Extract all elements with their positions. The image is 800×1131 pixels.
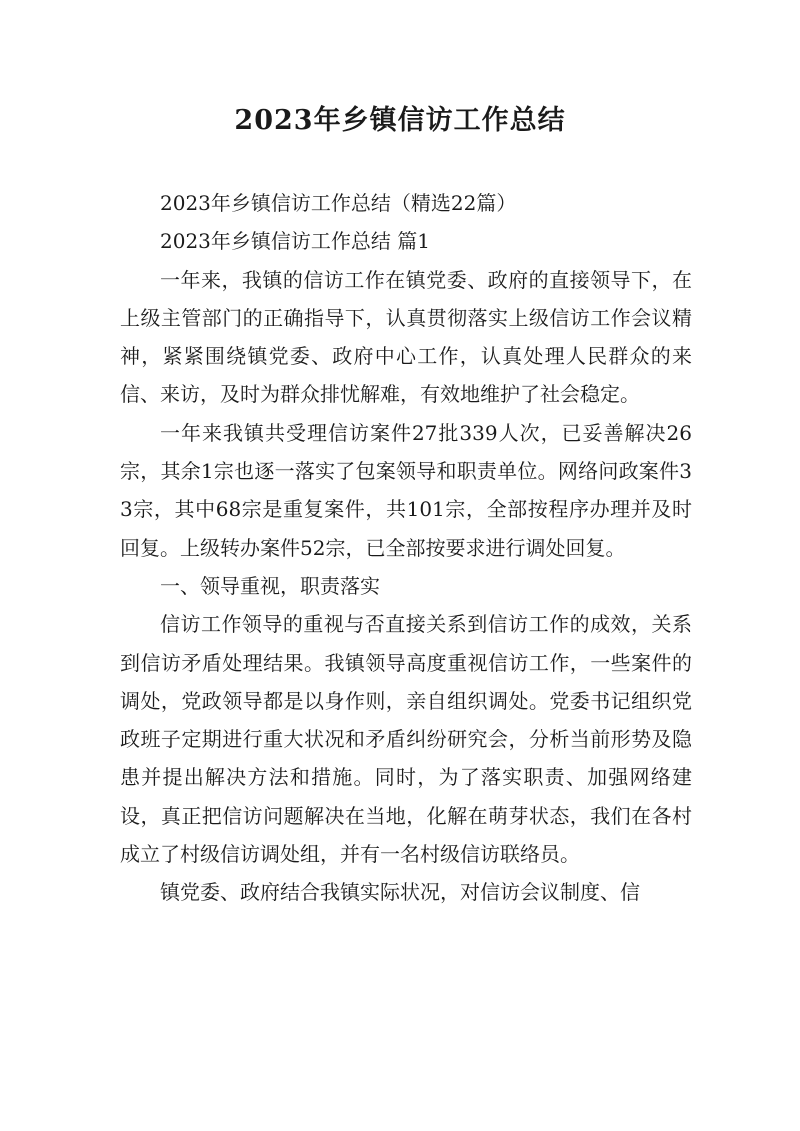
body-paragraph: 一年来，我镇的信访工作在镇党委、政府的直接领导下，在上级主管部门的正确指导下，认真贯彻落实上级信访工作会议精神，紧紧围绕镇党委、政府中心工作，认真处理人民群众的来信、来访，及时为群众排忧解难，有效地维护了社会稳定。 xyxy=(120,267,692,407)
document-body xyxy=(120,184,692,912)
body-paragraph: 信访工作领导的重视与否直接关系到信访工作的成效，关系到信访矛盾处理结果。我镇领导高度重视信访工作，一些案件的调处，党政领导都是以身作则，亲自组织调处。党委书记组织党政班子定期进行重大状况和矛盾纠纷研究会，分析当前形势及隐患并提出解决方法和措施。同时，为了落实职责、加强网络建设，真正把信访问题解决在当地，化解在萌芽状态，我们在各村成立了村级信访调处组，并有一名村级信访联络员。 xyxy=(120,612,692,867)
section-heading: 2023年乡镇信访工作总结 篇1 xyxy=(160,229,430,254)
body-paragraph: 一年来我镇共受理信访案件27批339人次，已妥善解决26宗，其余1宗也逐一落实了包案领导和职责单位。网络问政案件33宗，其中68宗是重复案件，共101宗，全部按程序办理并及时回复。上级转办案件52宗，已全部按要求进行调处回复。 xyxy=(120,420,692,560)
subtitle-paragraph: 2023年乡镇信访工作总结（精选22篇） xyxy=(160,191,517,215)
document-title: 2023年乡镇信访工作总结 xyxy=(234,105,566,136)
section-heading: 一、领导重视，职责落实 xyxy=(160,573,380,598)
body-paragraph: 镇党委、政府结合我镇实际状况，对信访会议制度、信 xyxy=(160,880,640,905)
